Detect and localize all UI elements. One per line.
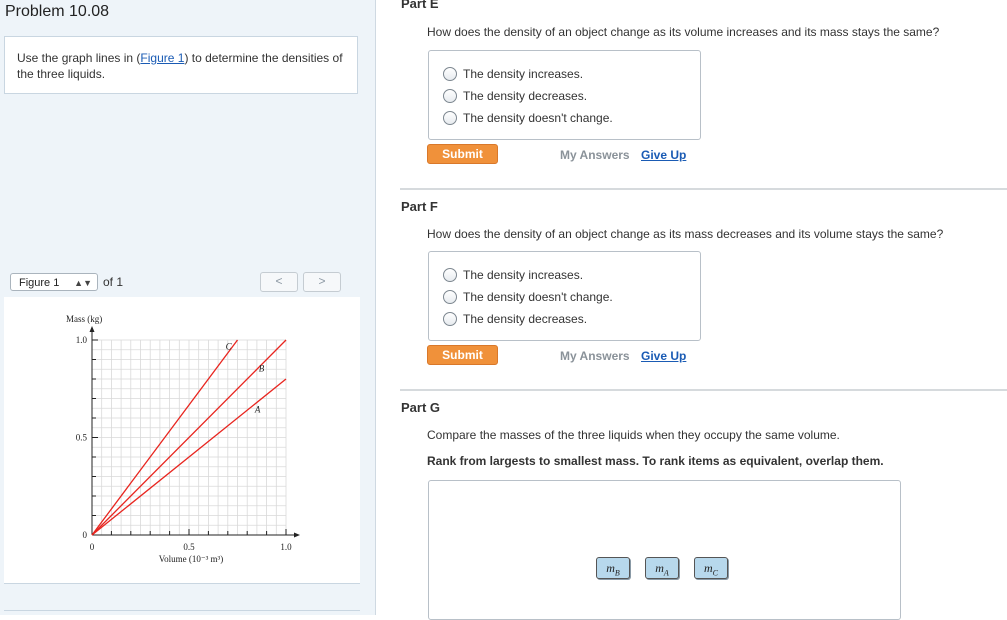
rank-tile-mc[interactable]: [694, 557, 728, 579]
part-e-submit-button[interactable]: Submit: [427, 144, 498, 164]
select-arrows-icon: ▲▼: [74, 278, 92, 288]
option-label: The density decreases.: [463, 312, 588, 326]
next-figure-button[interactable]: >: [303, 272, 341, 292]
x-axis-label: Volume (10⁻³ m³): [158, 554, 224, 564]
option-label: The density increases.: [463, 268, 584, 282]
part-f-give-up-link[interactable]: Give Up: [641, 349, 687, 363]
tile-base: m: [703, 561, 713, 575]
option-label: The density decreases.: [463, 89, 588, 103]
radio-button-icon[interactable]: [443, 67, 457, 81]
part-e-option-3[interactable]: [443, 110, 613, 126]
ranking-area[interactable]: [428, 480, 901, 620]
rank-tile-mb[interactable]: [596, 557, 630, 579]
series-label-B: B: [258, 363, 265, 374]
part-e-heading: Part E: [401, 0, 439, 11]
figure-panel: [4, 297, 360, 583]
problem-panel: [0, 0, 376, 615]
problem-title: Problem 10.08: [5, 3, 110, 20]
rank-tile-ma[interactable]: [645, 557, 679, 579]
figure-select[interactable]: [10, 273, 98, 291]
x-axis-arrow-icon: [294, 533, 300, 538]
part-e-option-2[interactable]: [443, 88, 587, 104]
problem-text-before: Use the graph lines in (: [17, 51, 141, 65]
figure-toolbar: [4, 270, 360, 296]
part-e-question: How does the density of an object change as its volume increases and its mass stays the same?: [427, 25, 940, 39]
figure-footer: [4, 583, 360, 611]
part-f-submit-button[interactable]: Submit: [427, 345, 498, 365]
tile-sub: C: [712, 568, 718, 578]
y-tick-label: 0: [82, 530, 87, 540]
figure-link[interactable]: Figure 1: [140, 51, 185, 65]
part-e-give-up-link[interactable]: Give Up: [641, 148, 687, 162]
tile-base: m: [655, 561, 664, 575]
part-e-option-1[interactable]: [443, 66, 583, 82]
option-label: The density doesn't change.: [463, 290, 613, 304]
radio-button-icon[interactable]: [443, 312, 457, 326]
part-g-question: Compare the masses of the three liquids when they occupy the same volume.: [427, 428, 840, 442]
option-label: The density increases.: [463, 67, 584, 81]
part-f-option-1[interactable]: [443, 267, 583, 283]
figure-select-value: Figure 1: [19, 277, 60, 289]
part-e-my-answers-link[interactable]: My Answers: [560, 148, 630, 162]
part-f-heading: Part F: [401, 199, 438, 214]
option-label: The density doesn't change.: [463, 111, 613, 125]
section-divider: [400, 188, 1007, 190]
part-g-heading: Part G: [401, 400, 441, 415]
series-label-C: C: [225, 341, 232, 352]
part-f-option-3[interactable]: [443, 311, 587, 327]
y-tick-label: 0.5: [75, 432, 87, 443]
tile-sub: B: [614, 568, 620, 578]
tile-sub: A: [663, 568, 669, 578]
tile-base: m: [606, 561, 615, 575]
mass-volume-chart: [4, 297, 360, 583]
x-tick-label: 1.0: [280, 542, 292, 552]
y-axis-arrow-icon: [90, 326, 95, 332]
y-axis-label: Mass (kg): [66, 314, 103, 324]
part-f-options: [428, 251, 701, 341]
figure-count: of 1: [103, 275, 124, 289]
radio-button-icon[interactable]: [443, 268, 457, 282]
x-tick-label: 0: [89, 542, 95, 552]
radio-button-icon[interactable]: [443, 290, 457, 304]
part-f-my-answers-link[interactable]: My Answers: [560, 349, 630, 363]
radio-button-icon[interactable]: [443, 89, 457, 103]
problem-text-after: ) to determine the densities of the three liquids.: [17, 51, 343, 81]
problem-statement: [4, 36, 358, 94]
part-f-option-2[interactable]: [443, 289, 613, 305]
x-tick-label: 0.5: [183, 542, 195, 552]
series-label-A: A: [254, 404, 261, 415]
part-g-instruction: Rank from largests to smallest mass. To rank items as equivalent, overlap them.: [427, 454, 884, 468]
radio-button-icon[interactable]: [443, 111, 457, 125]
part-f-question: How does the density of an object change as its mass decreases and its volume stays the same?: [427, 227, 944, 241]
part-e-options: [428, 50, 701, 140]
section-divider: [400, 389, 1007, 391]
prev-figure-button[interactable]: <: [260, 272, 298, 292]
y-tick-label: 1.0: [75, 335, 87, 345]
